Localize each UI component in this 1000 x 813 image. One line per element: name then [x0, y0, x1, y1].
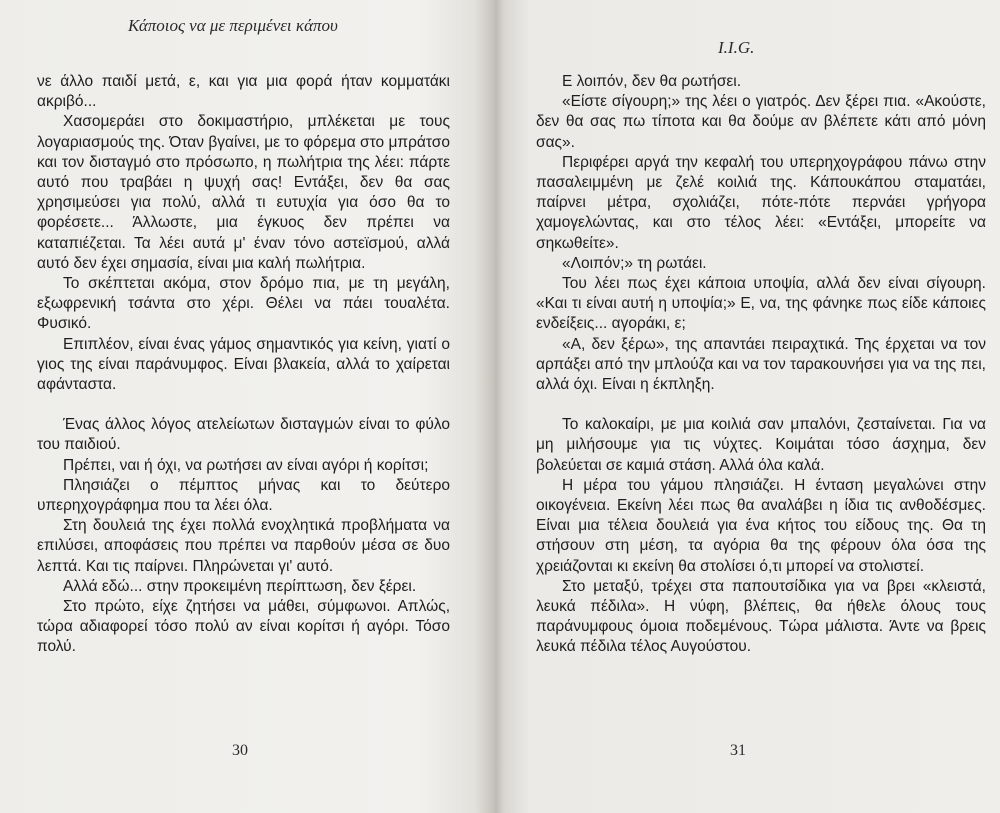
- paragraph: Επιπλέον, είναι ένας γάμος σημαντικός για κείνη, γιατί ο γιος της είναι παράνυμφος. Είναι βλακεία, αλλά το χαίρεται αφάνταστα.: [37, 335, 450, 394]
- right-page: [486, 0, 1000, 813]
- paragraph: Ε λοιπόν, δεν θα ρωτήσει.: [562, 73, 742, 90]
- paragraph: Περιφέρει αργά την κεφαλή του υπερηχογράφου πάνω στην πασαλειμμένη με ζελέ κοιλιά της. Κάπουκάπου σταματάει, παίρνει μέτρα, σχολιάζει, πότε-πότε περνάει γρήγορα χαμογελώντας, και στο τέλος λέει: «Εντάξει, μπορείτε να σηκωθείτε».: [536, 153, 986, 252]
- paragraph: «Λοιπόν;» τη ρωτάει.: [562, 254, 707, 272]
- paragraph: «Α, δεν ξέρω», της απαντάει πειραχτικά. Της έρχεται να τον αρπάξει από την μπλούζα και να τον ταρακουνήσει για να της πει, αλλά όχι. Είναι η έκπληξη.: [536, 335, 986, 394]
- paragraph: «Είστε σίγουρη;» της λέει ο γιατρός. Δεν ξέρει πια. «Ακούστε, δεν θα σας πω τίποτα και θα δούμε αν βλέπετε κάτι από μόνη σας».: [536, 93, 986, 151]
- paragraph: Το σκέπτεται ακόμα, στον δρόμο πια, με τη μεγάλη, εξωφρενική τσάντα στο χέρι. Θέλει να πάει τουαλέτα. Φυσικό.: [37, 275, 450, 333]
- paragraph: Στη δουλειά της έχει πολλά ενοχλητικά προβλήματα να επιλύσει, αποφάσεις που πρέπει να παρθούν μέσα σε δυο λεπτά. Και τις παίρνει. Πληρώνεται γι' αυτό.: [37, 517, 450, 575]
- left-page-body: [37, 72, 450, 658]
- paragraph: νε άλλο παιδί μετά, ε, και για μια φορά ήταν κομματάκι ακριβό...: [37, 73, 450, 111]
- page-number-right: 31: [730, 742, 746, 759]
- running-head-right: I.I.G.: [718, 38, 755, 57]
- paragraph: Πρέπει, ναι ή όχι, να ρωτήσει αν είναι αγόρι ή κορίτσι;: [63, 456, 429, 474]
- page-number-left: 30: [232, 742, 248, 759]
- paragraph: Αλλά εδώ... στην προκειμένη περίπτωση, δεν ξέρει.: [63, 577, 417, 595]
- paragraph: Στο πρώτο, είχε ζητήσει να μάθει, σύμφωνοι. Απλώς, τώρα αδιαφορεί τόσο πολύ αν είναι κορίτσι ή αγόρι. Τόσο πολύ.: [37, 598, 450, 656]
- paragraph: Ένας άλλος λόγος ατελείωτων δισταγμών είναι το φύλο του παιδιού.: [37, 416, 450, 454]
- left-page: [0, 0, 480, 813]
- paragraph: Το καλοκαίρι, με μια κοιλιά σαν μπαλόνι, ζεσταίνεται. Για να μη μιλήσουμε για τις νύχτες. Κοιμάται τόσο άσχημα, δεν βολεύεται σε καμιά στάση. Αλλά όλα καλά.: [536, 416, 986, 474]
- paragraph: Του λέει πως έχει κάποια υποψία, αλλά δεν είναι σίγουρη. «Και τι είναι αυτή η υποψία;» Ε, να, της φάνηκε πως είδε κάποιες ενδείξεις... αγοράκι, ε;: [536, 275, 986, 333]
- paragraph: Πλησιάζει ο πέμπτος μήνας και το δεύτερο υπερηχογράφημα που τα λέει όλα.: [37, 476, 450, 515]
- right-page-body: [536, 72, 986, 658]
- paragraph: Χασομεράει στο δοκιμαστήριο, μπλέκεται με τους λογαριασμούς της. Όταν βγαίνει, με το φόρεμα στο μπράτσο και τον δισταγμό στο πρόσωπο, η πωλήτρια της λέει: πάρτε αυτό που τραβάει η ψυχή σας! Εντάξει, δεν θα σας χρησιμεύσει για πολύ, αλλά τι ευτυχία για όσο θα το φορέσετε... Άλλωστε, μια έγκυος δεν πρέπει να καταπιέζεται. Τα λέει αυτά μ' έναν τόνο αστεϊσμού, αλλά αυτό δεν έχει σημασία, είναι μια καλή πωλήτρια.: [37, 113, 450, 272]
- running-head-left: Κάποιος να με περιμένει κάπου: [128, 16, 338, 35]
- paragraph: Η μέρα του γάμου πλησιάζει. Η ένταση μεγαλώνει στην οικογένεια. Εκείνη λέει πως θα αναλάβει η ίδια τις ανθοδέσμες. Είναι μια τέλεια δουλειά για ένα κήτος του είδους της. Θα τη στήσουν στη μέση, τα αγόρια θα της φέρουν όλα όσα της χρειάζονται κι εκείνη θα στολίσει ό,τι μπορεί να στολιστεί.: [536, 476, 986, 575]
- paragraph: Στο μεταξύ, τρέχει στα παπουτσίδικα για να βρει «κλειστά, λευκά πέδιλα». Η νύφη, βλέπεις, θα ήθελε όλους τους παράνυμφους όμοια ποδεμένους. Τώρα μάλιστα. Άντε να βρεις λευκά πέδιλα τέλος Αυγούστου.: [536, 577, 986, 656]
